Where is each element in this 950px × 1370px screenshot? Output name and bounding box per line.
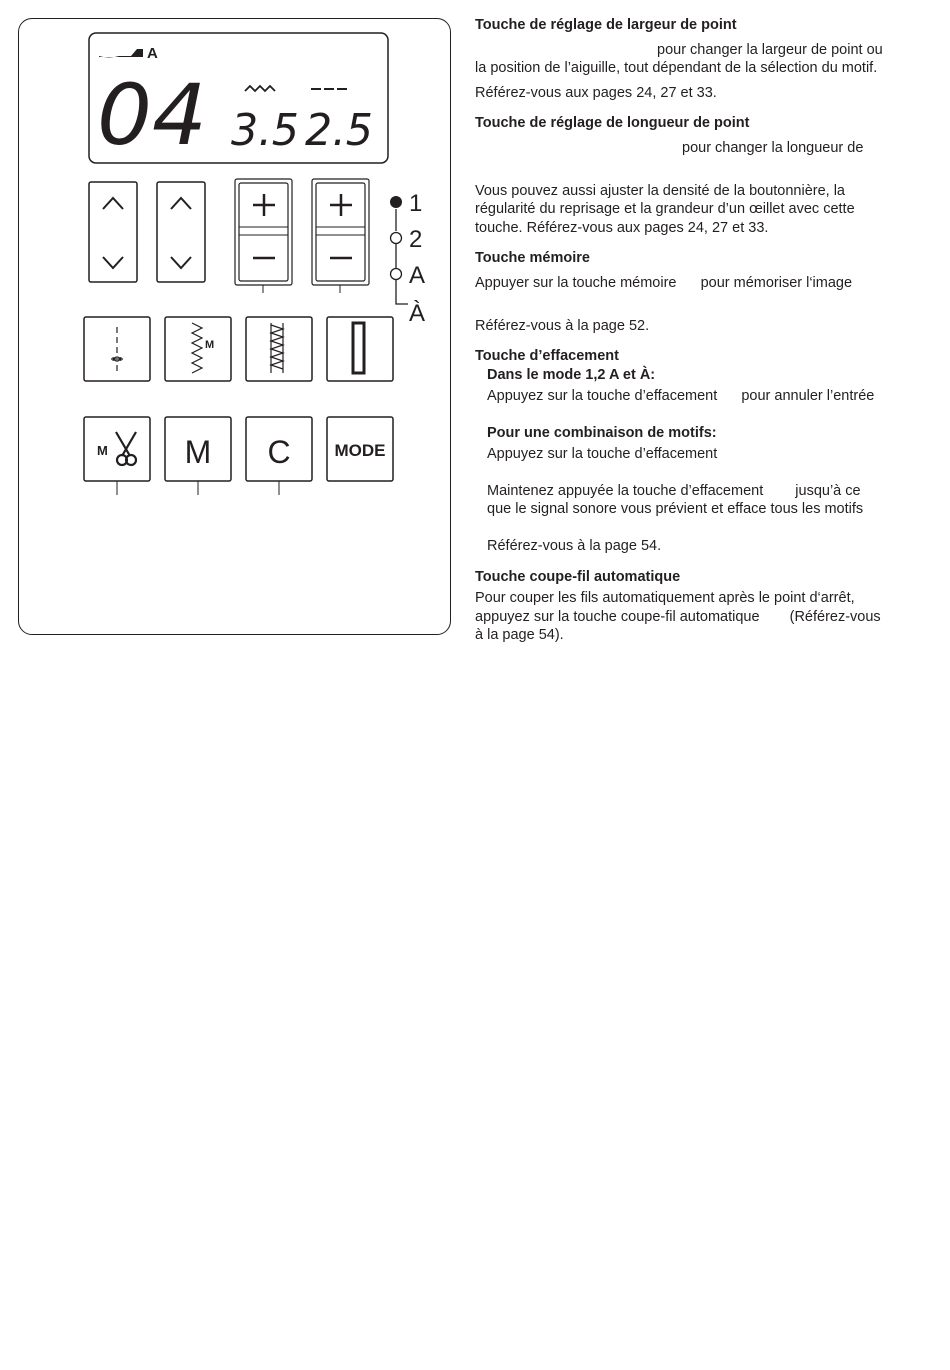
clear-sub1-line-a: Appuyez sur la touche d’effacement [487,388,718,404]
length-line-4: touche. Référez-vous aux pages 24, 27 et 33. [475,219,769,236]
memory-key-label: M [184,434,212,470]
length-value: 2.5 [305,105,373,156]
clear-sub2-line-4: Référez-vous à la page 54. [487,538,662,554]
section-heading-clear: Touche d’effacement [475,348,619,364]
cutter-line-2a: appuyez sur la touche coupe-fil automatique [475,608,760,625]
section-heading-width: Touche de réglage de largeur de point [475,17,737,33]
mode-label-a-grave: À [409,300,426,327]
clear-sub-heading-2: Pour une combinaison de motifs: [487,425,717,441]
control-panel-illustration [18,18,451,635]
zigzag-icon [192,323,202,373]
clear-key[interactable] [246,417,312,495]
buttonhole-key[interactable] [327,317,393,381]
mode-label-1: 1 [409,190,423,217]
stitch-length-adjust-key[interactable] [312,179,369,293]
width-line-3: Référez-vous aux pages 24, 27 et 33. [475,84,717,101]
control-panel-drawing [19,19,452,636]
mode-led-a [391,269,402,280]
down-arrow-icon [103,257,123,268]
instructions-column [475,16,915,645]
cutter-line-3: à la page 54). [475,627,564,643]
section-heading-memory: Touche mémoire [475,250,590,266]
stitch-width-adjust-key[interactable] [235,179,292,293]
width-line-2: la position de l’aiguille, tout dépendant de la sélection du motif. [475,60,878,76]
zigzag-memory-letter: M [205,339,215,351]
width-zigzag-icon [245,86,275,91]
up-arrow-icon [103,198,123,209]
clear-sub1-line-b: pour annuler l’entrée [741,388,875,404]
straight-stitch-key[interactable] [84,317,150,381]
clear-sub2-line-3: que le signal sonore vous prévient et efface tous les motifs [487,501,864,517]
mode-led-1 [390,196,402,208]
memory-key[interactable] [165,417,231,495]
width-value: 3.5 [231,105,299,156]
clear-sub2-line-2 [475,482,915,501]
mode-label-a: A [409,262,426,289]
lcd-display [89,33,388,164]
section-heading-length: Touche de réglage de longueur de point [475,115,750,131]
mode-key-label: MODE [334,441,386,460]
down-arrow-icon [171,257,191,268]
length-line-3: régularité du reprisage et la grandeur d’un œillet avec cette [475,201,855,217]
clear-key-label: C [267,434,291,470]
length-arrow-key[interactable] [157,182,205,282]
mode-led-2 [391,233,402,244]
memory-line-1 [475,274,915,293]
length-line-1: pour changer la longueur de [682,139,864,156]
length-line-2: Vous pouvez aussi ajuster la densité de la boutonnière, la [475,182,845,199]
clear-sub2-line-1: Appuyez sur la touche d’effacement [487,445,718,462]
mode-key[interactable] [327,417,393,481]
memory-line-1b: pour mémoriser l‘image [700,274,853,291]
clear-sub-heading-1: Dans le mode 1,2 A et À: [487,366,656,383]
cutter-line-1: Pour couper les fils automatiquement après le point d‘arrêt, [475,590,855,606]
cutter-line-2b: (Référez-vous [789,608,881,625]
satin-stitch-key[interactable] [246,317,312,381]
mode-label-2: 2 [409,226,423,253]
foot-letter: A [147,45,158,62]
up-arrow-icon [171,198,191,209]
overcast-stitch-icon [271,323,283,373]
pattern-number: 04 [97,66,207,164]
plus-icon [253,194,275,216]
clear-sub2-line-2b: jusqu’à ce [795,482,861,499]
auto-thread-cut-label: M [97,443,108,458]
clear-sub2-line-2a: Maintenez appuyée la touche d’effacement [487,482,764,499]
clear-sub1-line [475,387,915,406]
section-heading-thread-cutter: Touche coupe-fil automatique [475,568,681,585]
mode-indicator [390,190,425,327]
cutter-line-2 [475,608,915,627]
width-line-1: pour changer la largeur de point ou [657,41,883,58]
presser-foot-icon [99,49,143,58]
buttonhole-icon [353,323,364,373]
memory-line-1a: Appuyer sur la touche mémoire [475,274,677,291]
zigzag-memory-key[interactable] [165,317,231,381]
plus-icon [330,194,352,216]
width-arrow-key[interactable] [89,182,137,282]
auto-thread-cutter-key[interactable] [84,417,150,495]
straight-stitch-icon [111,327,123,371]
memory-line-2: Référez-vous à la page 52. [475,317,650,334]
scissors-icon [116,432,136,465]
